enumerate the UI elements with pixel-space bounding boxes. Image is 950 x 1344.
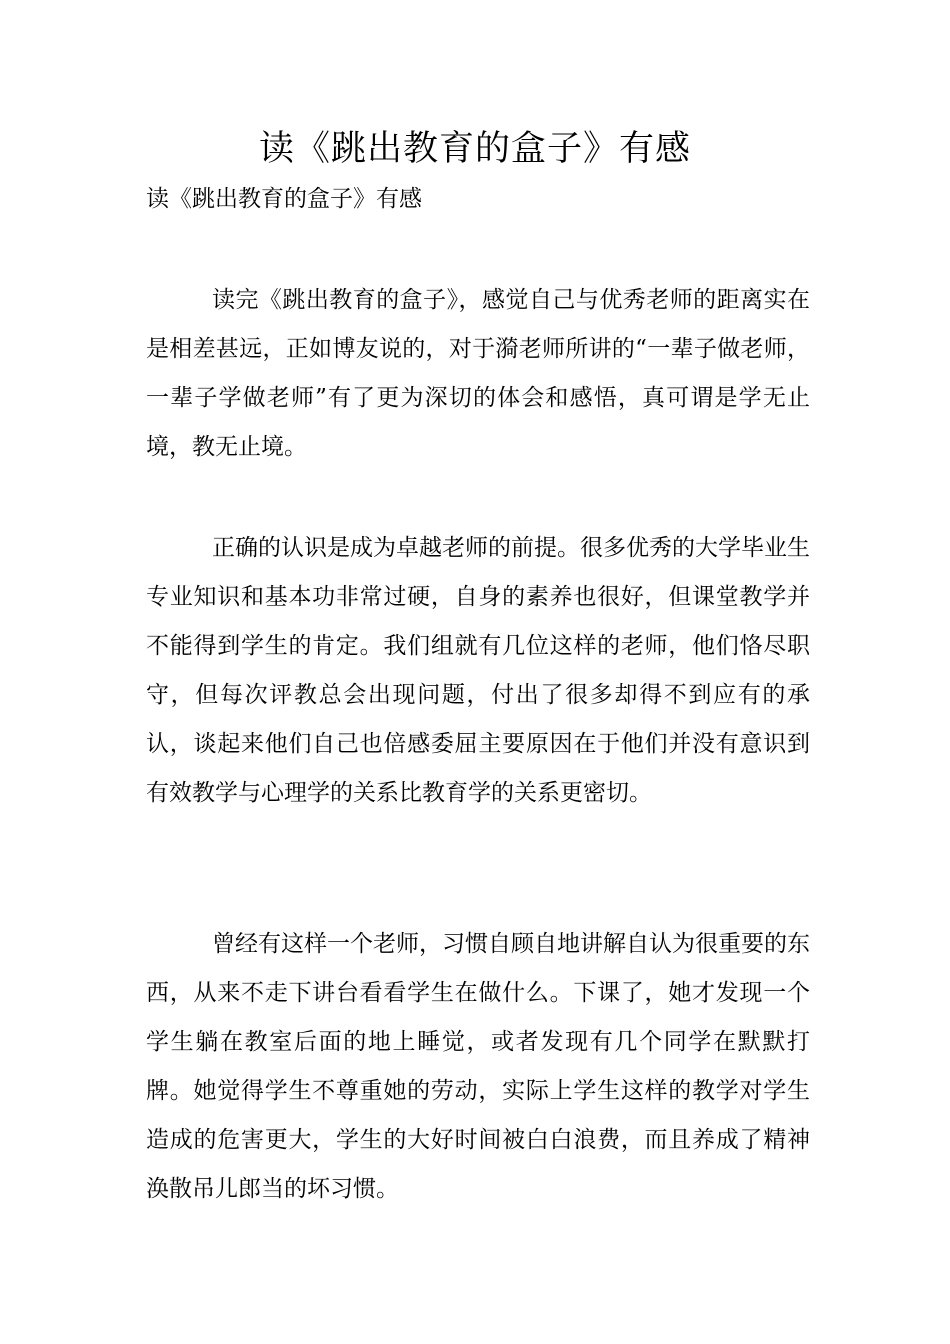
document-subtitle: 读《跳出教育的盒子》有感	[146, 186, 422, 212]
paragraph-2: 正确的认识是成为卓越老师的前提。很多优秀的大学毕业生专业知识和基本功非常过硬，自身的素养也很好，但课堂教学并不能得到学生的肯定。我们组就有几位这样的老师，他们恪尽职守，但每次评教总会出现问题，付出了很多却得不到应有的承认，谈起来他们自己也倍感委屈主要原因在于他们并没有意识到有效教学与心理学的关系比教育学的关系更密切。	[146, 535, 810, 806]
paragraph-1: 读完《跳出教育的盒子》，感觉自己与优秀老师的距离实在是相差甚远，正如博友说的，对于漪老师所讲的“一辈子做老师，一辈子学做老师”有了更为深切的体会和感悟，真可谓是学无止境，教无止境。	[146, 287, 810, 460]
paragraph-3: 曾经有这样一个老师，习惯自顾自地讲解自认为很重要的东西，从来不走下讲台看看学生在做什么。下课了，她才发现一个学生躺在教室后面的地上睡觉，或者发现有几个同学在默默打牌。她觉得学生不尊重她的劳动，实际上学生这样的教学对学生造成的危害更大，学生的大好时间被白白浪费，而且养成了精神涣散吊儿郎当的坏习惯。	[146, 931, 810, 1202]
document-title: 读《跳出教育的盒子》有感	[258, 129, 691, 169]
